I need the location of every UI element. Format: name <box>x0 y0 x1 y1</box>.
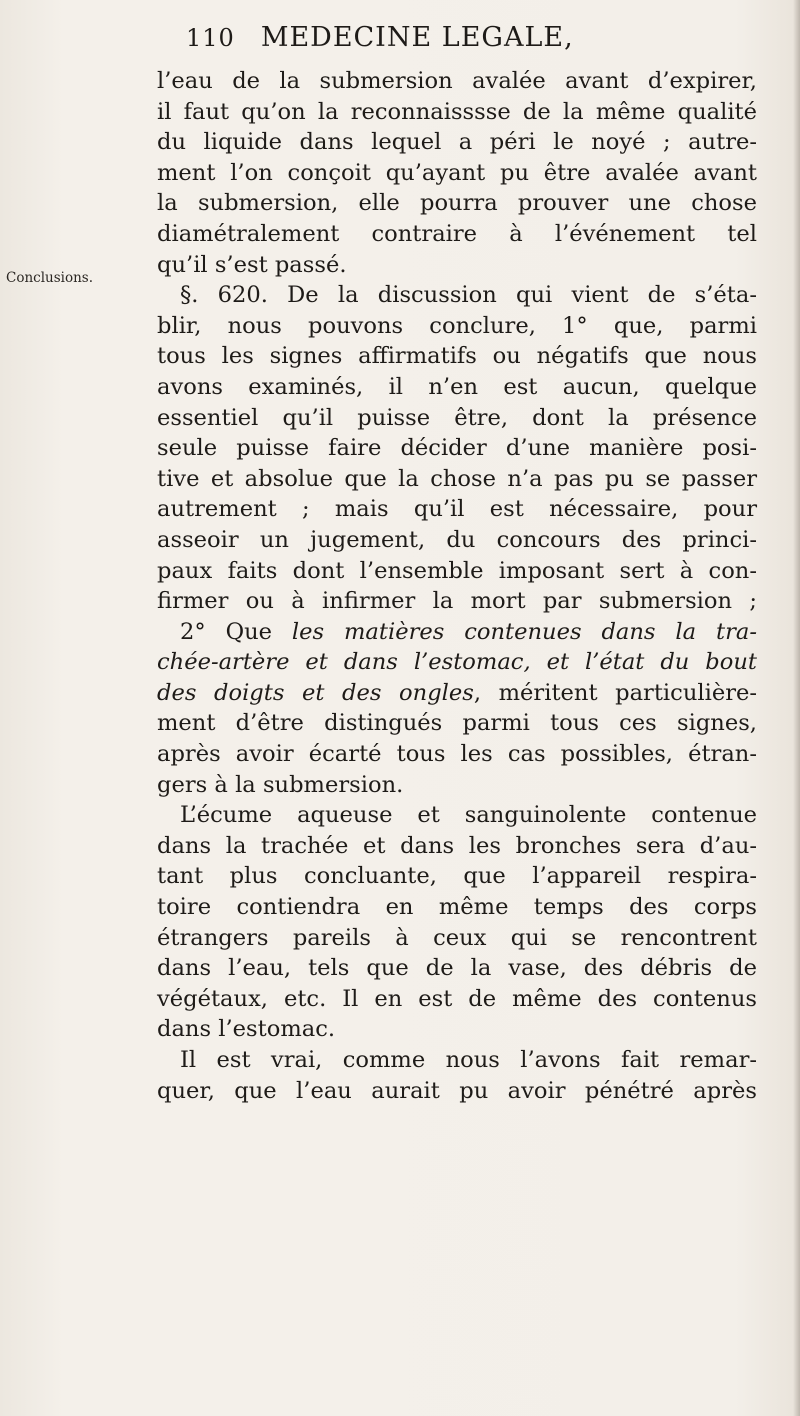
text-line: firmer ou à infirmer la mort par submersion ; <box>157 588 757 615</box>
text-line: dans l’estomac. <box>157 1016 336 1043</box>
text-line: L’écume aqueuse et sanguinolente contenue <box>180 802 757 829</box>
italic-run: les matières contenues dans la tra- <box>291 618 757 645</box>
text-line: §. 620. De la discussion qui vient de s’éta- <box>180 282 757 309</box>
text-line: asseoir un jugement, du concours des princi- <box>157 526 757 553</box>
text-line: ment l’on conçoit qu’ayant pu être avalée avant <box>157 159 757 186</box>
text-line: il faut qu’on la reconnaisssse de la même qualité <box>157 98 757 125</box>
running-header <box>186 22 574 53</box>
text-line: chée-artère et dans l’estomac, et l’état du bout <box>157 649 757 676</box>
text-line: dans la trachée et dans les bronches sera d’au- <box>157 832 757 859</box>
text-line: du liquide dans lequel a péri le noyé ; autre- <box>157 129 757 156</box>
text-line: quer, que l’eau aurait pu avoir pénétré après <box>157 1077 757 1104</box>
page-number: 110 <box>186 24 235 52</box>
text-line: tous les signes affirmatifs ou négatifs que nous <box>157 343 757 370</box>
text-line: toire contiendra en même temps des corps <box>157 894 757 921</box>
text-line: diamétralement contraire à l’événement tel <box>157 220 757 247</box>
text-line: essentiel qu’il puisse être, dont la présence <box>157 404 757 431</box>
text-line: tive et absolue que la chose n’a pas pu se passer <box>157 465 757 492</box>
text-line: après avoir écarté tous les cas possibles, étran- <box>157 741 757 768</box>
italic-run: des doigts et des ongles <box>157 679 474 706</box>
text-line: autrement ; mais qu’il est nécessaire, pour <box>157 496 757 523</box>
text-line: végétaux, etc. Il en est de même des contenus <box>157 985 757 1012</box>
text-line: qu’il s’est passé. <box>157 251 347 278</box>
text-line: gers à la submersion. <box>157 771 404 798</box>
text-line: blir, nous pouvons conclure, 1° que, parmi <box>157 312 757 339</box>
text-line: l’eau de la submersion avalée avant d’expirer, <box>157 68 757 94</box>
text-line: étrangers pareils à ceux qui se rencontrent <box>157 924 757 951</box>
running-title: MEDECINE LEGALE, <box>260 22 574 53</box>
text-line: paux faits dont l’ensemble imposant sert à con- <box>157 557 757 584</box>
text-line: des doigts et des ongles, méritent particulière- <box>157 679 757 706</box>
text-line: ment d’être distingués parmi tous ces signes, <box>157 710 757 737</box>
body-text <box>157 66 757 1106</box>
text-line: tant plus concluante, que l’appareil respira- <box>157 863 757 890</box>
text-line: dans l’eau, tels que de la vase, des débris de <box>157 955 757 982</box>
text-line: la submersion, elle pourra prouver une chose <box>157 190 757 217</box>
text-line: 2° Que les matières contenues dans la tra- <box>180 618 757 645</box>
text-line: avons examinés, il n’en est aucun, quelque <box>157 373 757 400</box>
text-line: seule puisse faire décider d’une manière posi- <box>157 435 757 462</box>
text-line: Il est vrai, comme nous l’avons fait remar- <box>180 1047 757 1073</box>
margin-note: Conclusions. <box>6 270 94 286</box>
page-edge-shadow <box>793 0 800 1416</box>
